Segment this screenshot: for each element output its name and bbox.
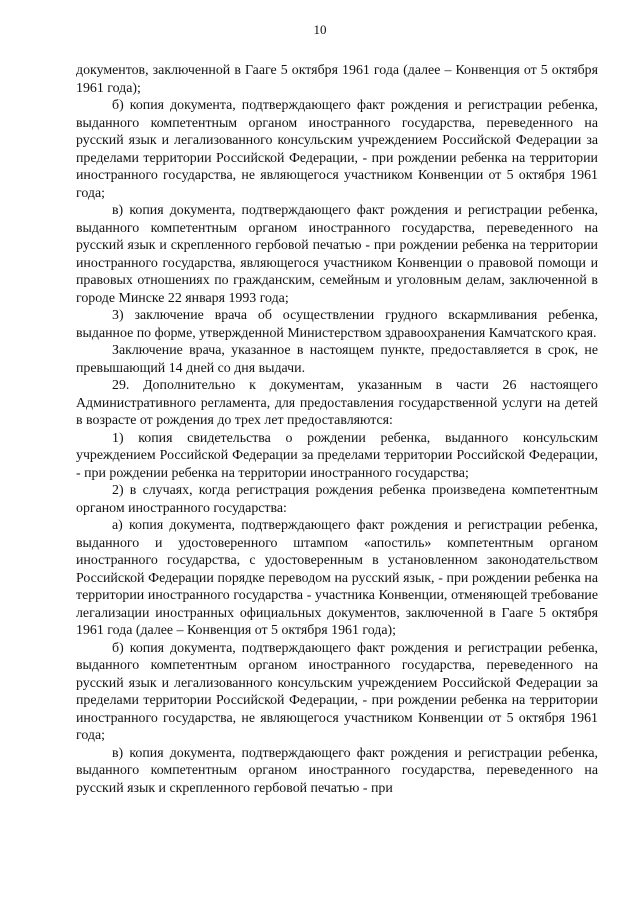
paragraph: 29. Дополнительно к документам, указанным в части 26 настоящего Административного регламента, для предоставления государственной услуги на детей в возрасте от рождения до трех лет предоставляются: — [76, 378, 598, 428]
paragraph: в) копия документа, подтверждающего факт рождения и регистрации ребенка, выданного компетентным органом иностранного государства, переведенного на русский язык и скрепленного гербовой печатью - при рождении ребенка на территории иностранного государства, являющегося участником Конвенции о правовой помощи и правовых отношениях по гражданским, семейным и уголовным делам, заключенной в городе Минске 22 января 1993 года; — [76, 203, 598, 306]
paragraph: 1) копия свидетельства о рождении ребенка, выданного консульским учреждением Российской Федерации за пределами территории Российской Федерации, - при рождении ребенка на территории иностранного государства; — [76, 430, 598, 481]
paragraph: Заключение врача, указанное в настоящем пункте, предоставляется в срок, не превышающий 14 дней со дня выдачи. — [76, 343, 598, 376]
paragraph: б) копия документа, подтверждающего факт рождения и регистрации ребенка, выданного компетентным органом иностранного государства, переведенного на русский язык и легализованного консульским учреждением Российской Федерации за пределами территории Российской Федерации, - при рождении ребенка на территории иностранного государства, не являющегося участником Конвенции от 5 октября 1961 года; — [76, 98, 598, 201]
paragraph: 2) в случаях, когда регистрация рождения ребенка произведена компетентным органом иностранного государства: — [76, 483, 598, 516]
page-number: 10 — [313, 22, 327, 37]
paragraph: а) копия документа, подтверждающего факт рождения и регистрации ребенка, выданного и удостоверенного штампом «апостиль» компетентным органом иностранного государства, с удостоверенным в установленном законодательством Российской Федерации порядке переводом на русский язык, - при рождении ребенка на территории иностранного государства - участника Конвенции, отменяющей требование легализации иностранных официальных документов, заключенной в Гааге 5 октября 1961 года (далее – Конвенция от 5 октября 1961 года); — [76, 518, 598, 638]
paragraph: в) копия документа, подтверждающего факт рождения и регистрации ребенка, выданного компетентным органом иностранного государства, переведенного на русский язык и скрепленного гербовой печатью - при — [76, 745, 598, 796]
document-body — [76, 62, 598, 797]
paragraph: 3) заключение врача об осуществлении грудного вскармливания ребенка, выданное по форме, утвержденной Министерством здравоохранения Камчатского края. — [76, 308, 598, 341]
paragraph: документов, заключенной в Гааге 5 октября 1961 года (далее – Конвенция от 5 октября 1961 года); — [76, 63, 598, 96]
paragraph: б) копия документа, подтверждающего факт рождения и регистрации ребенка, выданного компетентным органом иностранного государства, переведенного на русский язык и легализованного консульским учреждением Российской Федерации за пределами территории Российской Федерации, - при рождении ребенка на территории иностранного государства, не являющегося участником Конвенции от 5 октября 1961 года; — [76, 640, 598, 743]
